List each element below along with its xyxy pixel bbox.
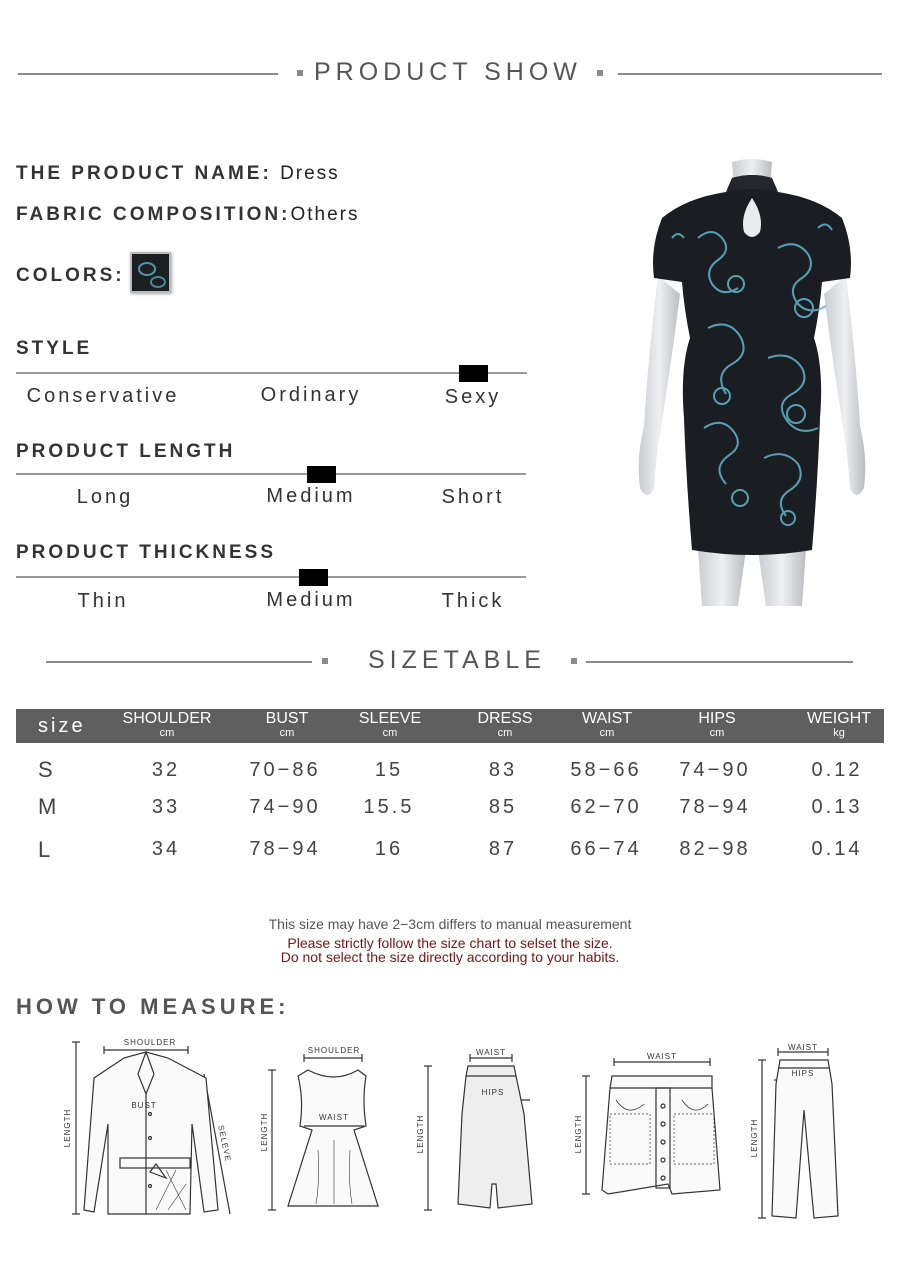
product-show-bullet-left	[297, 70, 303, 76]
length-selected-marker	[307, 466, 336, 483]
style-title: STYLE	[16, 338, 93, 359]
sizetable-bullet-right	[571, 658, 577, 664]
style-scale-line	[16, 372, 527, 374]
col-sleeve	[359, 712, 421, 740]
skort-waist-label: WAIST	[646, 1052, 678, 1061]
fabric-value: Others	[290, 204, 360, 225]
row-s-hips: 74−90	[679, 759, 751, 781]
row-l-weight: 0.14	[811, 838, 863, 860]
length-title: PRODUCT LENGTH	[16, 441, 236, 462]
size-column-header: size	[38, 715, 86, 737]
row-s-bust: 70−86	[249, 759, 321, 781]
row-l-sleeve: 16	[374, 838, 404, 860]
col-waist-name: WAIST	[581, 710, 633, 727]
row-l-shoulder: 34	[151, 838, 181, 860]
row-l-bust: 78−94	[249, 838, 321, 860]
sizetable-bullet-left	[322, 658, 328, 664]
size-table-header	[16, 709, 884, 743]
skirt-measure-diagram	[414, 1044, 544, 1216]
product-name-row	[16, 163, 340, 185]
col-sleeve-name: SLEEVE	[358, 710, 422, 727]
product-show-divider-right	[618, 73, 882, 75]
col-shoulder-name: SHOULDER	[122, 710, 212, 727]
product-name-label: THE PRODUCT NAME:	[16, 163, 272, 184]
jacket-length-label: LENGTH	[63, 1108, 72, 1148]
jacket-sleeve-label: SELEVE	[216, 1124, 233, 1163]
length-option-long: Long	[76, 486, 134, 508]
dress-shoulder-label: SHOULDER	[307, 1046, 361, 1055]
row-s-dress: 83	[488, 759, 518, 781]
col-hips	[698, 712, 735, 740]
skirt-hips-label: HIPS	[481, 1088, 505, 1097]
skirt-length-label: LENGTH	[416, 1114, 425, 1154]
row-m-hips: 78−94	[679, 796, 751, 818]
col-bust-unit: cm	[279, 727, 295, 739]
dress-measure-diagram	[258, 1040, 394, 1214]
thickness-selected-marker	[299, 569, 328, 586]
row-l-waist: 66−74	[570, 838, 642, 860]
how-to-measure-heading: HOW TO MEASURE:	[16, 994, 290, 1019]
style-option-ordinary: Ordinary	[260, 384, 362, 406]
row-s-sleeve: 15	[374, 759, 404, 781]
skirt-waist-label: WAIST	[475, 1048, 507, 1057]
trousers-length-label: LENGTH	[750, 1118, 759, 1158]
col-weight	[807, 712, 871, 740]
style-option-conservative: Conservative	[26, 385, 180, 407]
length-option-medium: Medium	[266, 485, 356, 507]
col-dress-unit: cm	[497, 727, 513, 739]
row-m-shoulder: 33	[151, 796, 181, 818]
trousers-hips-label: HIPS	[791, 1069, 815, 1078]
length-option-short: Short	[441, 486, 505, 508]
skort-measure-diagram	[572, 1048, 732, 1202]
style-option-sexy: Sexy	[444, 386, 502, 408]
dress-length-label: LENGTH	[260, 1112, 269, 1152]
sizetable-divider-left	[46, 661, 312, 663]
col-sleeve-unit: cm	[382, 727, 398, 739]
product-show-heading: PRODUCT SHOW	[314, 58, 582, 86]
col-shoulder	[123, 712, 212, 740]
col-dress-name: DRESS	[477, 710, 533, 727]
fabric-label: FABRIC COMPOSITION:	[16, 204, 291, 225]
row-m-dress: 85	[488, 796, 518, 818]
row-s-weight: 0.12	[811, 759, 863, 781]
dress-waist-label: WAIST	[318, 1113, 350, 1122]
row-l-hips: 82−98	[679, 838, 751, 860]
trousers-measure-diagram	[748, 1040, 844, 1222]
size-note-not-by-habit: Do not select the size directly according to your habits.	[280, 949, 620, 965]
color-swatch-black-dragon[interactable]	[130, 252, 171, 293]
jacket-bust-label: BUST	[131, 1101, 157, 1110]
jacket-measure-diagram	[58, 1034, 238, 1220]
col-hips-unit: cm	[709, 727, 725, 739]
row-m-sleeve: 15.5	[363, 796, 415, 818]
col-waist-unit: cm	[599, 727, 615, 739]
col-shoulder-unit: cm	[159, 727, 175, 739]
fabric-row	[16, 204, 359, 226]
jacket-shoulder-label: SHOULDER	[123, 1038, 177, 1047]
thickness-scale-line	[16, 576, 526, 578]
product-show-divider-left	[18, 73, 278, 75]
row-s-shoulder: 32	[151, 759, 181, 781]
row-l-size: L	[38, 837, 51, 862]
size-note-measurement: This size may have 2−3cm differs to manual measurement	[268, 916, 632, 932]
trousers-waist-label: WAIST	[787, 1043, 819, 1052]
col-waist	[582, 712, 632, 740]
col-bust-name: BUST	[265, 710, 309, 727]
row-m-bust: 74−90	[249, 796, 321, 818]
col-bust	[266, 712, 309, 740]
style-selected-marker	[459, 365, 488, 382]
row-s-size: S	[38, 757, 53, 782]
length-scale-line	[16, 473, 526, 475]
size-note-follow-chart: Please strictly follow the size chart to selset the size.	[287, 935, 613, 951]
product-show-bullet-right	[597, 70, 603, 76]
skort-length-label: LENGTH	[574, 1114, 583, 1154]
col-weight-unit: kg	[833, 727, 845, 739]
col-hips-name: HIPS	[698, 710, 736, 727]
product-name-value: Dress	[280, 163, 340, 184]
thickness-option-medium: Medium	[266, 589, 356, 611]
row-m-waist: 62−70	[570, 796, 642, 818]
row-s-waist: 58−66	[570, 759, 642, 781]
col-dress	[477, 712, 532, 740]
thickness-option-thick: Thick	[441, 590, 505, 612]
product-photo	[628, 158, 876, 606]
colors-label: COLORS:	[16, 265, 125, 286]
row-m-size: M	[38, 794, 57, 819]
row-l-dress: 87	[488, 838, 518, 860]
sizetable-divider-right	[586, 661, 853, 663]
row-m-weight: 0.13	[811, 796, 863, 818]
sizetable-heading: SIZETABLE	[368, 646, 546, 674]
thickness-option-thin: Thin	[77, 590, 129, 612]
col-weight-name: WEIGHT	[807, 710, 871, 727]
thickness-title: PRODUCT THICKNESS	[16, 542, 277, 563]
